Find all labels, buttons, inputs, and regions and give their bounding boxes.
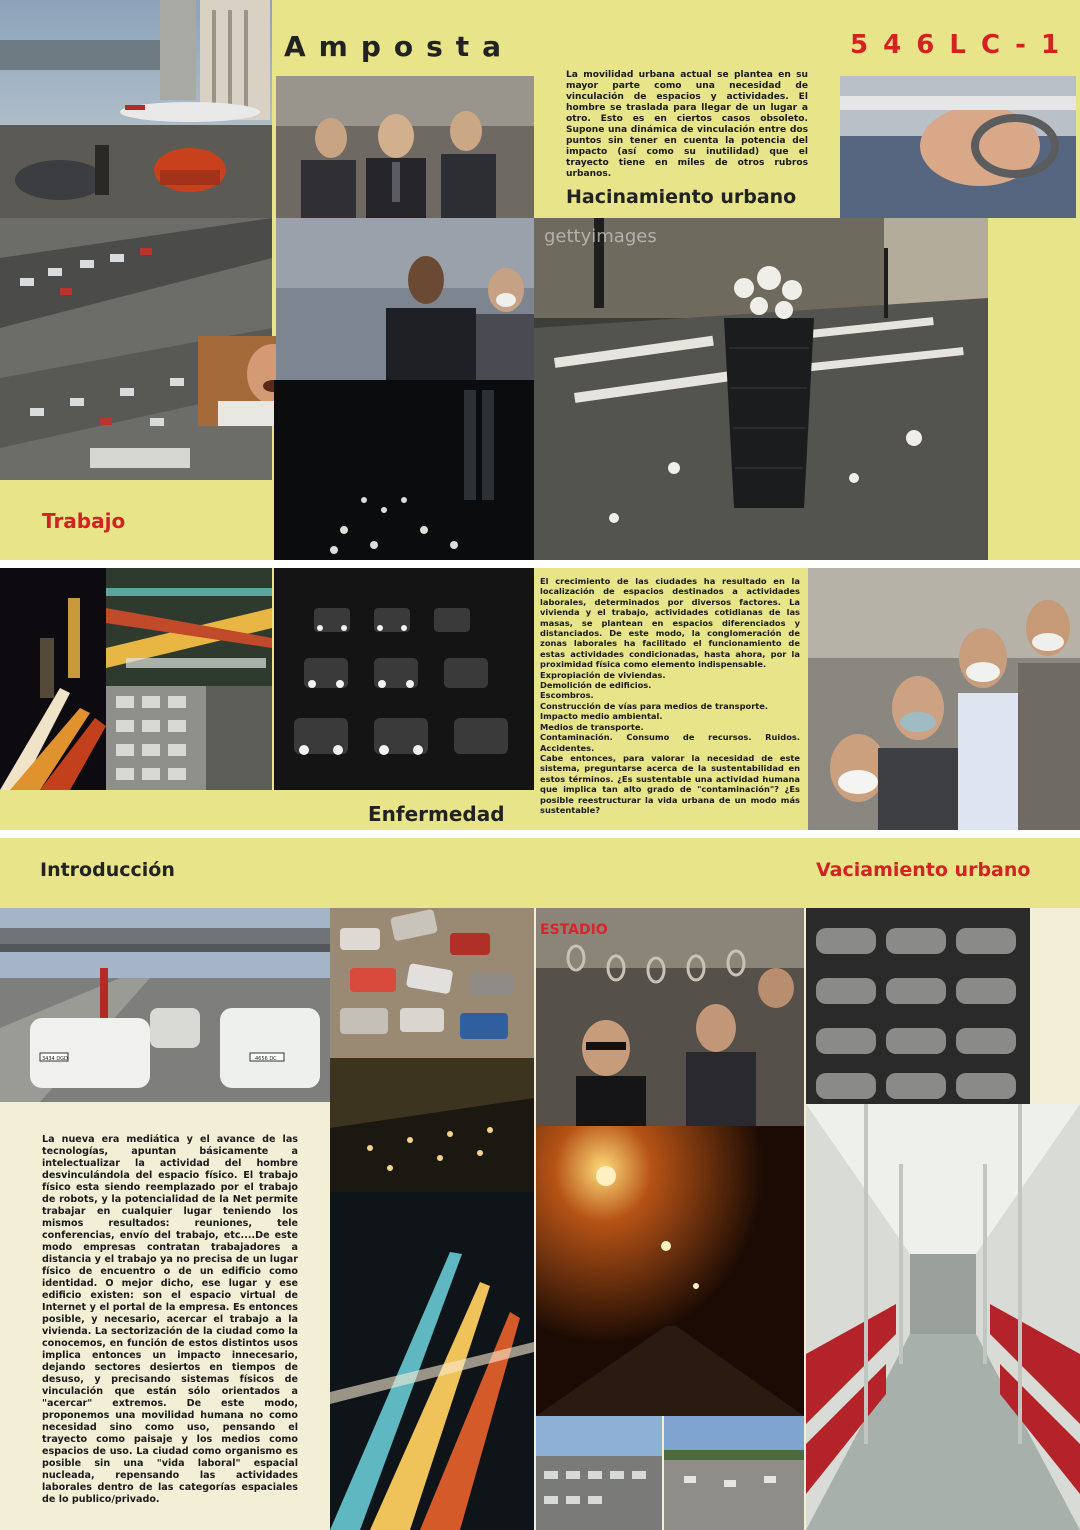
- list-item: Escombros.: [540, 690, 594, 701]
- divider-white-2: [0, 830, 1080, 838]
- heading-enfermedad: Enfermedad: [368, 802, 505, 826]
- heading-hacinamiento-urbano: Hacinamiento urbano: [566, 186, 797, 208]
- photo-colorful-traffic-blur: [106, 568, 272, 686]
- list-item: Contaminación. Consumo de recursos. Ruidos. Accidentes.: [540, 732, 800, 753]
- page-code: 5 4 6 L C - 1: [850, 30, 1063, 60]
- photo-crowd-phone-mask: [276, 218, 534, 380]
- plate-text-2: 4656 DC: [255, 1056, 277, 1062]
- paragraph-crecimiento-close: Cabe entonces, para valorar la necesidad de este sistema, preguntarse acerca de la sustentabilidad en estos términos. ¿Es sustentable una actividad humana que implica tan alto grado de "contaminación"? ¿Es posible reestructurar la vida urbana de un modo más sustentable?: [540, 752, 800, 815]
- photo-hand-strap: [840, 76, 1076, 218]
- heading-introduccion: Introducción: [40, 859, 175, 881]
- page-title: Amposta: [284, 30, 515, 63]
- photo-bw-night-traffic-jam: [274, 568, 534, 790]
- paragraph-nueva-era: [42, 1134, 298, 1506]
- plate-text-1: 3434 DGD: [42, 1056, 68, 1062]
- photo-city-airport-traffic: [0, 0, 272, 218]
- list-item: Expropiación de viviendas.: [540, 669, 666, 680]
- list-item: Demolición de edificios.: [540, 680, 652, 691]
- photo-car-wreck-pile: [330, 908, 534, 1058]
- photo-businessmen-crowd: [276, 76, 534, 218]
- photo-subway-passengers: [536, 908, 804, 1126]
- photo-people-wearing-masks: [808, 568, 1080, 830]
- sign-estadio: ESTADIO: [540, 922, 608, 938]
- photo-tunnel-lights: [330, 1058, 534, 1192]
- heading-vaciamiento-urbano: Vaciamiento urbano: [816, 859, 1031, 881]
- photo-highway-cars: [0, 908, 330, 1102]
- list-item: Construcción de vías para medios de transporte.: [540, 700, 769, 711]
- watermark-gettyimages: gettyimages: [544, 226, 657, 247]
- paragraph-crecimiento-intro: El crecimiento de las ciudades ha resultado en la localización de espacios destinados a actividades laborales, determinados por diversos factores. La vivienda y el trabajo, actividades cotidianas de las masas, se plantean en espacios diferenciados y distanciados. De este modo, la conglomeración de zonas laborales ha facilitado el funcionamiento de estas actividades condicionadas, hasta ahora, por la proximidad física como elemento indispensable.: [540, 576, 800, 670]
- list-item: Medios de transporte.: [540, 721, 644, 732]
- paragraph-movilidad: [566, 70, 808, 180]
- photo-bw-parked-cars: [106, 686, 272, 790]
- photo-parking-lot-2: [664, 1416, 804, 1530]
- list-item: Impacto medio ambiental.: [540, 711, 663, 722]
- photo-parking-lot-1: [536, 1416, 662, 1530]
- photo-night-street-lamps: [536, 1126, 804, 1416]
- divider-white-1: [0, 560, 1080, 568]
- paragraph-crecimiento: [540, 576, 800, 815]
- heading-trabajo: Trabajo: [42, 509, 126, 533]
- paragraph-nueva-era-text: La nueva era mediática y el avance de las tecnologías, apuntan básicamente a intelectualizar la actividad del hombre desvinculándola del espacio físico. El trabajo físico esta siendo reemplazado por el trabajo de robots, y la potencialidad de la Net permite trabajar en cualquier lugar teniendo los mismos resultados: reuniones, tele conferencias, envío del trabajo, etc....De este modo empresas contratan trabajadores a distancia y el trabajo ya no precisa de un lugar físico de encuentro o de un edificio como identidad. O mejor dicho, ese lugar y ese edificio existen: son el espacio virtual de Internet y el portal de la empresa. Es entonces posible, y necesario, acercar el trabajo a la vivienda. La sectorización de la ciudad como la conocemos, en función de estos distintos usos implica entonces un impacto innecesario, dejando sectores desiertos en tiempos de desuso, y precisando sistemas físicos de vinculación que están sólo orientados a "acercar" extremos. De este modo, proponemos una movilidad humana no como necesidad sino como uso, pensando el trayecto como paisaje y los medios como espacios de uso. La ciudad como organismo es posible sin una "vida laboral" espacial nucleada, repensando las actividades laborales dentro de las categorías espaciales de lo publico/privado.: [42, 1134, 298, 1505]
- photo-empty-subway-car: [806, 1104, 1080, 1530]
- photo-night-city-light-trails: [0, 568, 106, 790]
- photo-overflowing-trash-bin: [534, 218, 988, 560]
- photo-bw-car-factory: [806, 908, 1030, 1104]
- photo-night-traffic-tunnel: [274, 380, 534, 560]
- photo-night-light-trails-long: [330, 1192, 534, 1530]
- paragraph-movilidad-text: La movilidad urbana actual se plantea en su mayor parte como una necesidad de vinculación de espacios y actividades. El hombre se traslada para llegar de un lugar a otro. Esto es en ciertos casos obsoleto. Supone una dinámica de vinculación entre dos puntos sin tener en cuenta la potencia del impacto (así como su inutilidad) que el trayecto tiene en miles de otros rubros urbanos.: [566, 70, 808, 179]
